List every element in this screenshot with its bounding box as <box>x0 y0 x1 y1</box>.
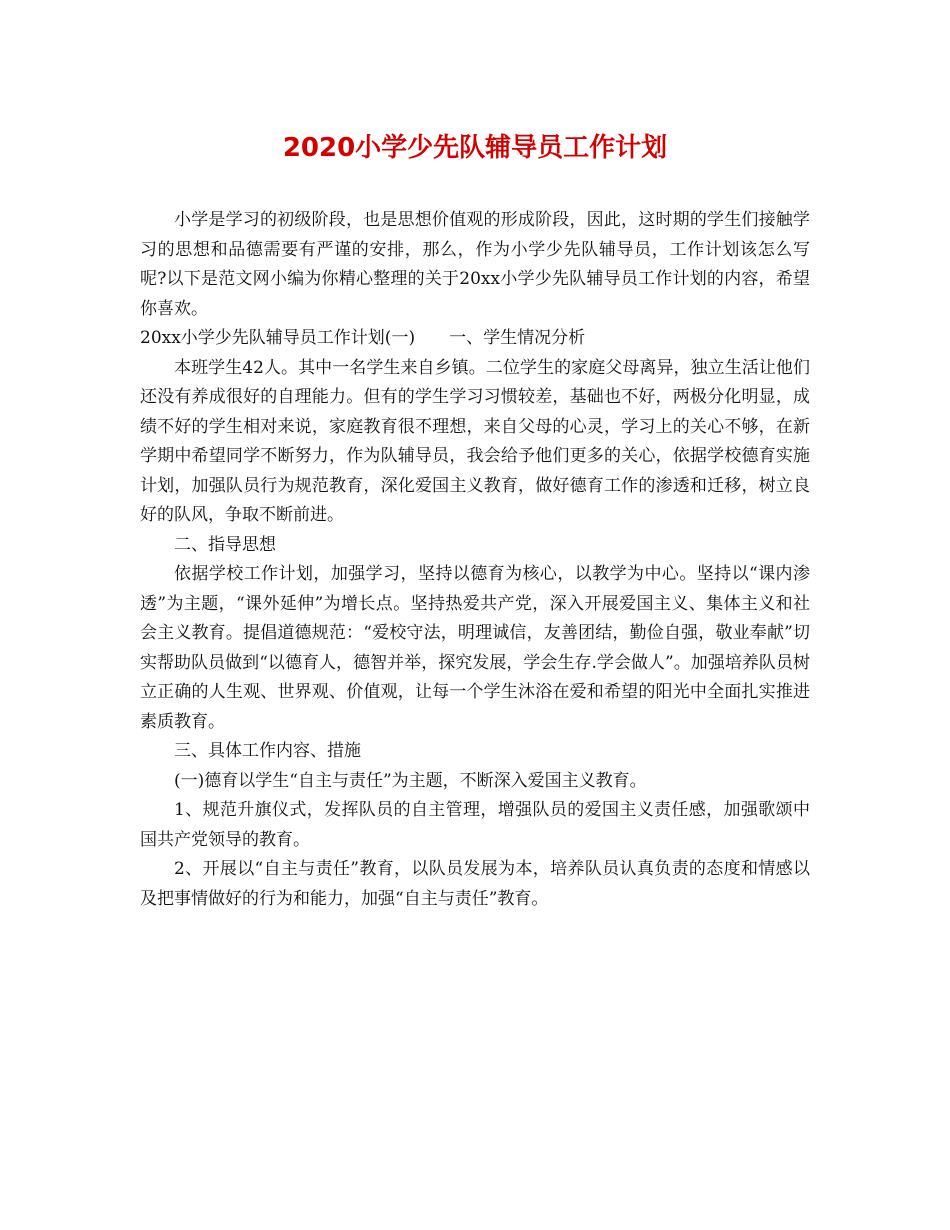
plan-heading: 20xx小学少先队辅导员工作计划(一) <box>140 328 416 348</box>
section-heading-guiding-thought: 二、指导思想 <box>174 534 276 555</box>
guiding-thought-paragraph: 依据学校工作计划，加强学习，坚持以德育为核心，以教学为中心。坚持以“课内渗透”为主题，“课外延伸”为增长点。坚持热爱共产党，深入开展爱国主义、集体主义和社会主义教育。提倡道德规范：“爱校守法，明理诚信，友善团结，勤俭自强，敬业奉献”切实帮助队员做到“以德育人，德智并举，探究发展，学会生存.学会做人”。加强培养队员树立正确的人生观、世界观、价值观，让每一个学生沐浴在爱和希望的阳光中全面扎实推进素质教育。 <box>140 564 810 732</box>
subsection-moral-education: (一)德育以学生“自主与责任”为主题，不断深入爱国主义教育。 <box>174 770 647 791</box>
list-item-2: 2、开展以“自主与责任”教育，以队员发展为本，培养队员认真负责的态度和情感以及把事情做好的行为和能力，加强“自主与责任”教育。 <box>140 859 810 909</box>
intro-paragraph: 小学是学习的初级阶段，也是思想价值观的形成阶段，因此，这时期的学生们接触学习的思想和品德需要有严谨的安排，那么，作为小学少先队辅导员，工作计划该怎么写呢?以下是范文网小编为你精心整理的关于20xx小学少先队辅导员工作计划的内容，希望你喜欢。 <box>140 210 810 319</box>
section-heading-student-analysis: 一、学生情况分析 <box>449 328 586 348</box>
section-heading-work-content: 三、具体工作内容、措施 <box>174 741 361 761</box>
document-title: 2020小学少先队辅导员工作计划 <box>282 133 668 163</box>
student-analysis-paragraph: 本班学生42人。其中一名学生来自乡镇。二位学生的家庭父母离异，独立生活让他们还没有养成很好的自理能力。但有的学生学习习惯较差，基础也不好，两极分化明显，成绩不好的学生相对来说，家庭教育很不理想，来自父母的心灵，学习上的关心不够，在新学期中希望同学不断努力，作为队辅导员，我会给予他们更多的关心，依据学校德育实施计划，加强队员行为规范教育，深化爱国主义教育，做好德育工作的渗透和迁移，树立良好的队风，争取不断前进。 <box>140 357 810 525</box>
plan-heading-line <box>140 324 810 354</box>
list-item-1: 1、规范升旗仪式，发挥队员的自主管理，增强队员的爱国主义责任感，加强歌颂中国共产党领导的教育。 <box>140 800 810 850</box>
document-body <box>140 206 810 914</box>
